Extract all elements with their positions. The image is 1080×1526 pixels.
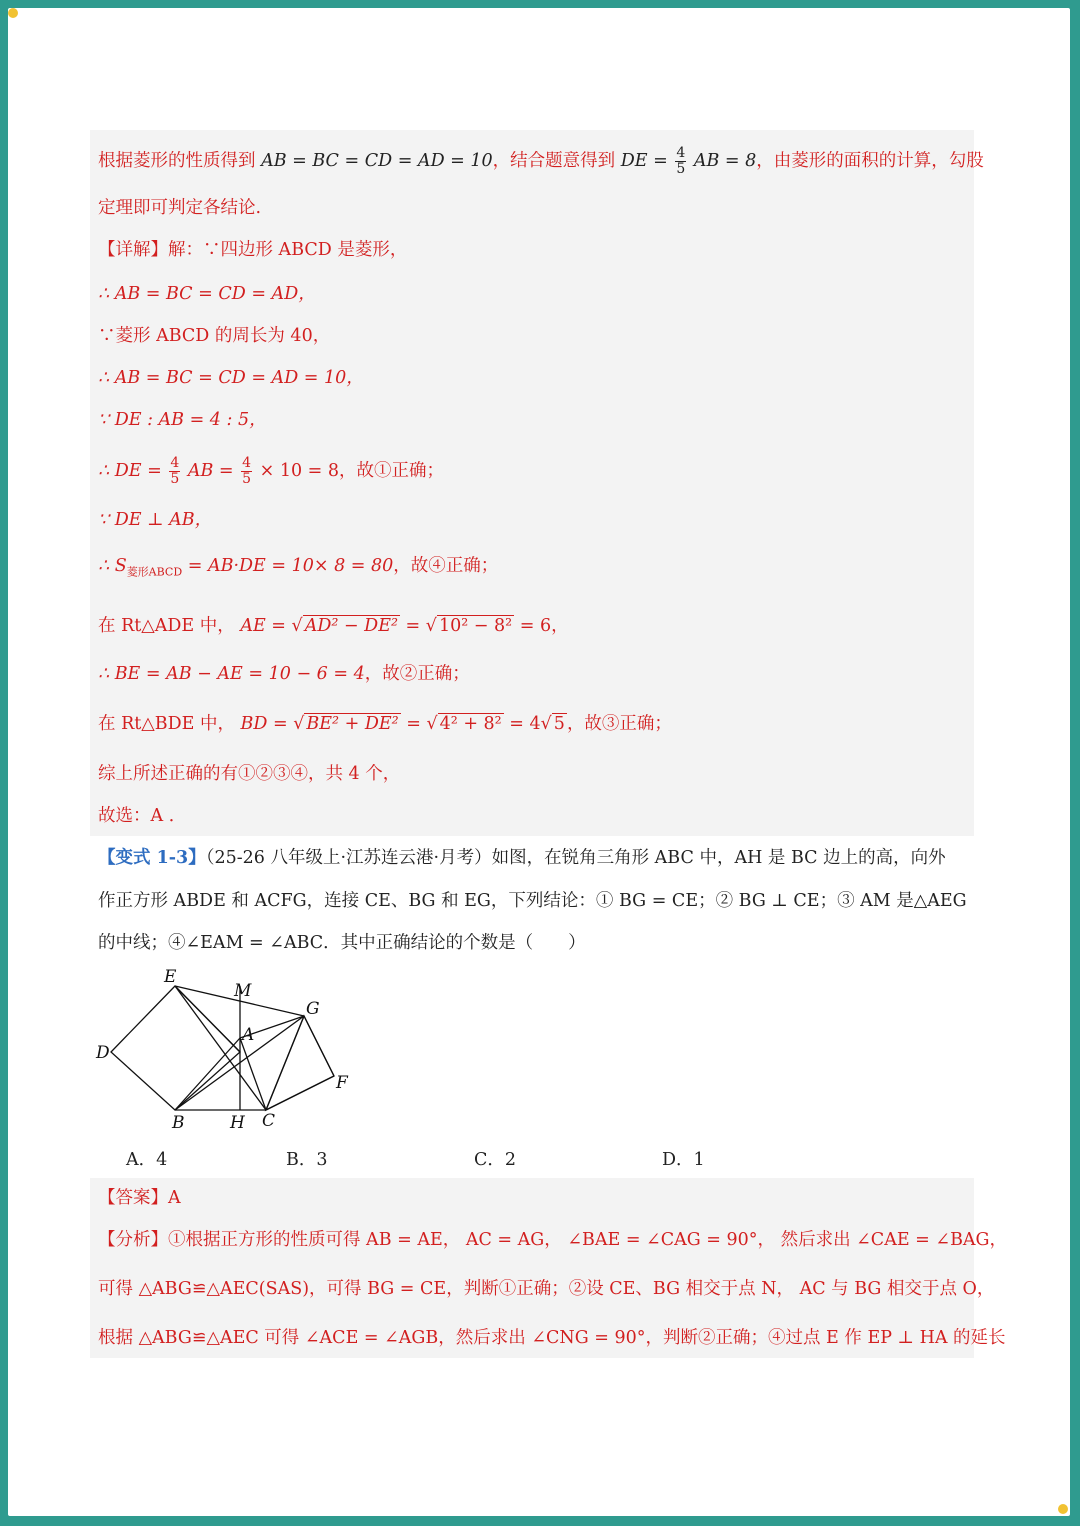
option-d[interactable]: D．1: [662, 1150, 705, 1170]
fraction: $\frac{4}{5}$: [676, 145, 686, 177]
step-1: ∴ AB = BC = CD = AD，: [98, 284, 316, 304]
label-f: F: [336, 1073, 348, 1093]
analysis-line-2: 可得 △ABG≌△AEC(SAS)，可得 BG = CE，判断①正确；②设 CE、BG 相交于点 N， AC 与 BG 相交于点 O，: [98, 1279, 995, 1299]
intro-line-1: 根据菱形的性质得到 AB = BC = CD = AD = 10，结合题意得到 DE = $\frac{4}{5}$ AB = 8，由菱形的面积的计算，勾股: [98, 145, 984, 177]
step-5: ∴ DE = $\frac{4}{5}$ AB = $\frac{4}{5}$ × 10 = 8，故①正确；: [98, 455, 445, 487]
label-m: M: [234, 981, 252, 1001]
answer-line: 【答案】A: [98, 1188, 181, 1208]
label-d: D: [96, 1043, 110, 1063]
step-2: ∵菱形 ABCD 的周长为 40，: [98, 326, 331, 346]
option-a[interactable]: A．4: [126, 1150, 168, 1170]
label-c: C: [262, 1111, 276, 1131]
intro-line-2: 定理即可判定各结论.: [98, 198, 262, 218]
label-h: H: [230, 1113, 245, 1133]
label-e: E: [164, 968, 177, 987]
problem-line-1: 【变式 1-3】（25-26 八年级上·江苏连云港·月考）如图，在锐角三角形 ABC 中，AH 是 BC 边上的高，向外: [98, 848, 946, 868]
problem-line-3: 的中线；④∠EAM = ∠ABC．其中正确结论的个数是（ ）: [98, 933, 586, 953]
step-3: ∴ AB = BC = CD = AD = 10，: [98, 368, 364, 388]
corner-flower-icon: [1058, 1504, 1068, 1514]
step-4: ∵ DE : AB = 4 : 5，: [98, 410, 267, 430]
detail-line: 【详解】解：∵四边形 ABCD 是菱形，: [98, 240, 408, 260]
corner-flower-icon: [8, 8, 18, 18]
problem-line-2: 作正方形 ABDE 和 ACFG，连接 CE、BG 和 EG，下列结论：① BG = CE；② BG ⊥ CE；③ AM 是△AEG: [98, 891, 967, 911]
step-9: ∴ BE = AB − AE = 10 − 6 = 4，故②正确；: [98, 664, 470, 684]
step-12: 故选：A ．: [98, 806, 187, 826]
option-c[interactable]: C．2: [474, 1150, 517, 1170]
geometry-figure: [90, 968, 360, 1138]
square-acfg-part: [266, 1016, 334, 1110]
step-7: ∴ $S_{菱形ABCD} = AB\cdot DE = 10\times 8 = 80$，故④正确；: [98, 556, 499, 579]
step-6: ∵ DE ⊥ AB，: [98, 510, 213, 530]
label-g: G: [306, 999, 320, 1019]
analysis-line-1: 【分析】①根据正方形的性质可得 AB = AE， AC = AG， ∠BAE = ∠CAG = 90°， 然后求出 ∠CAE = ∠BAG，: [98, 1230, 1008, 1250]
label-a: A: [242, 1025, 255, 1045]
analysis-line-3: 根据 △ABG≌△AEC 可得 ∠ACE = ∠AGB，然后求出 ∠CNG = 90°，判断②正确；④过点 E 作 EP ⊥ HA 的延长: [98, 1328, 1006, 1348]
option-b[interactable]: B．3: [286, 1150, 328, 1170]
step-10: 在 Rt△BDE 中， BD = √ BE² + DE² = √ 4² + 8² = 4√ 5 ，故③正确；: [98, 714, 672, 734]
step-8: 在 Rt△ADE 中， AE = √ AD² − DE² = √ 10² − 8² = 6，: [98, 616, 569, 636]
step-11: 综上所述正确的有①②③④，共 4 个，: [98, 764, 401, 784]
label-b: B: [172, 1113, 185, 1133]
